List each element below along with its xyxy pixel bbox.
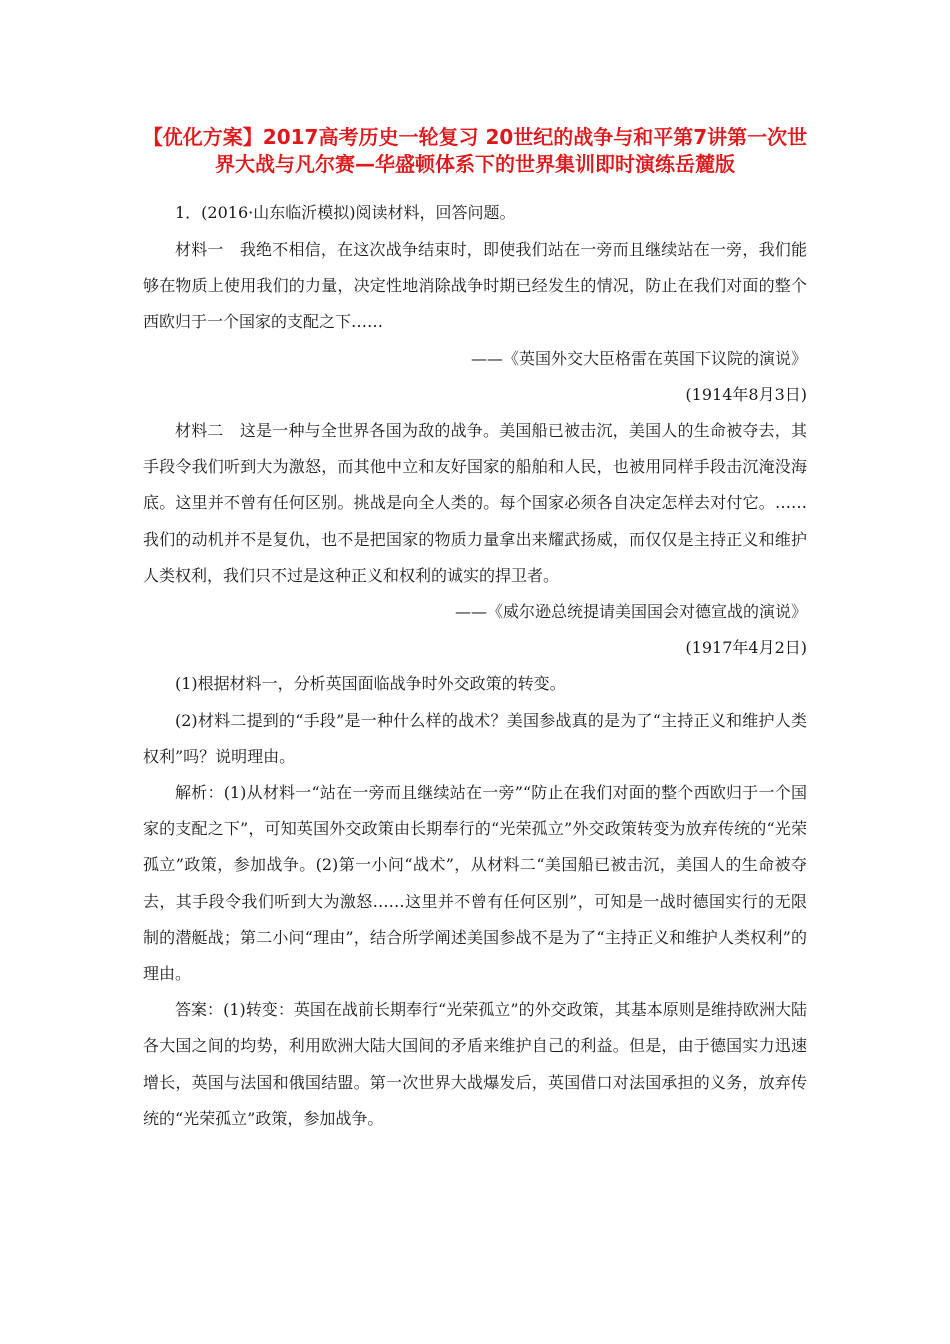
document-title: 【优化方案】2017高考历史一轮复习 20世纪的战争与和平第7讲第一次世界大战与凡尔赛—华盛顿体系下的世界集训即时演练岳麓版 [142,125,808,176]
material-1-text: 材料一 我绝不相信，在这次战争结束时，即使我们站在一旁而且继续站在一旁，我们能够在物质上使用我们的力量，决定性地消除战争时期已经发生的情况，防止在我们对面的整个西欧归于一个国家的支配之下…… [143,240,807,332]
material-2-source: ——《威尔逊总统提请美国国会对德宣战的演说》 [454,602,807,622]
material-1-source: ——《英国外交大臣格雷在英国下议院的演说》 [470,348,807,368]
material-2-date: (1917年4月2日) [685,638,807,658]
sub-question-1: (1)根据材料一，分析英国面临战争时外交政策的转变。 [175,674,566,694]
answer-paragraph: 答案：(1)转变：英国在战前长期奉行“光荣孤立”的外交政策，其基本原则是维持欧洲大陆各大国之间的均势，利用欧洲大陆大国间的矛盾来维护自己的利益。但是，由于德国实力迅速增长，英国与法国和俄国结盟。第一次世界大战爆发后，英国借口对法国承担的义务，放弃传统的“光荣孤立”政策，参加战争。 [143,1000,807,1128]
material-2-text: 材料二 这是一种与全世界各国为敌的战争。美国船已被击沉，美国人的生命被夺去，其手段令我们听到大为激怒，而其他中立和友好国家的船舶和人民，也被用同样手段击沉淹没海底。这里并不曾有任何区别。挑战是向全人类的。每个国家必须各自决定怎样去对付它。……我们的动机并不是复仇，也不是把国家的物质力量拿出来耀武扬威，而仅仅是主持正义和维护人类权利，我们只不过是这种正义和权利的诚实的捍卫者。 [143,421,807,585]
document-body [143,198,807,1137]
material-1-date: (1914年8月3日) [685,384,807,404]
sub-question-2: (2)材料二提到的“手段”是一种什么样的战术？美国参战真的是为了“主持正义和维护人类权利”吗？说明理由。 [143,710,807,766]
question-stem: 1．(2016·山东临沂模拟)阅读材料，回答问题。 [175,203,516,222]
analysis-paragraph: 解析：(1)从材料一“站在一旁而且继续站在一旁”“防止在我们对面的整个西欧归于一个国家的支配之下”，可知英国外交政策由长期奉行的“光荣孤立”外交政策转变为放弃传统的“光荣孤立”政策，参加战争。(2)第一小问“战术”，从材料二“美国船已被击沉，美国人的生命被夺去，其手段令我们听到大为激怒……这里并不曾有任何区别”，可知是一战时德国实行的无限制的潜艇战；第二小问“理由”，结合所学阐述美国参战不是为了“主持正义和维护人类权利”的理由。 [143,783,807,984]
